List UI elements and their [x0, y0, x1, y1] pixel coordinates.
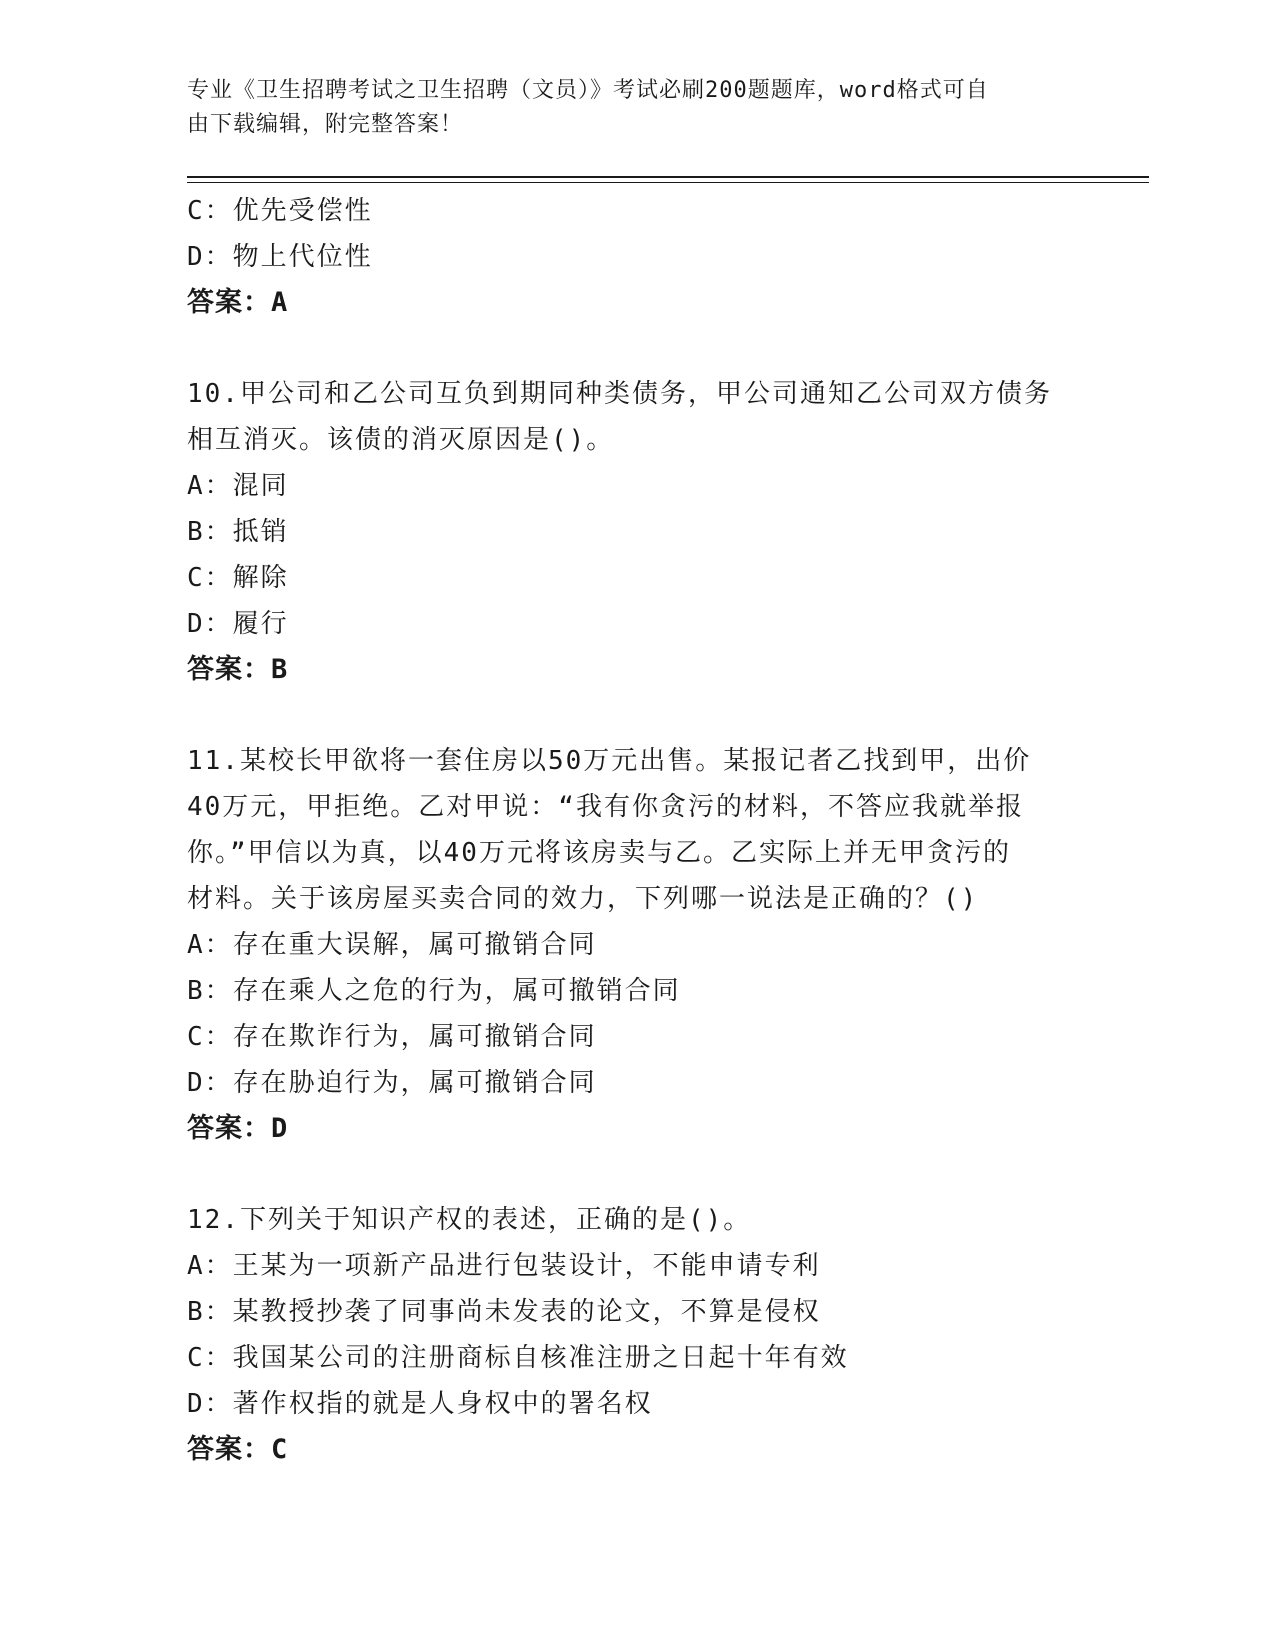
option-c: C：解除	[187, 563, 289, 593]
option-d: D：存在胁迫行为，属可撤销合同	[187, 1068, 597, 1098]
question-stem-line: 40万元，甲拒绝。乙对甲说：“我有你贪污的材料，不答应我就举报	[187, 792, 1024, 822]
option-c: C：我国某公司的注册商标自核准注册之日起十年有效	[187, 1343, 849, 1373]
option-b: B：某教授抄袭了同事尚未发表的论文，不算是侵权	[187, 1297, 821, 1327]
question-stem-line: 相互消灭。该债的消灭原因是()。	[187, 425, 615, 455]
option-b: B：抵销	[187, 517, 289, 547]
question-fragment	[187, 188, 1087, 326]
spacer	[187, 326, 1087, 371]
question-stem-line: 10.甲公司和乙公司互负到期同种类债务，甲公司通知乙公司双方债务	[187, 379, 1052, 409]
option-b: B：存在乘人之危的行为，属可撤销合同	[187, 976, 681, 1006]
option-c: C：存在欺诈行为，属可撤销合同	[187, 1022, 597, 1052]
option-d: D：物上代位性	[187, 242, 373, 272]
option-d: D：著作权指的就是人身权中的署名权	[187, 1389, 653, 1419]
question-stem-line: 11.某校长甲欲将一套住房以50万元出售。某报记者乙找到甲，出价	[187, 746, 1032, 776]
question-content	[187, 188, 1087, 1473]
document-header	[187, 74, 1067, 142]
question-10	[187, 371, 1087, 693]
answer-line: 答案：A	[187, 287, 289, 318]
header-line-1: 专业《卫生招聘考试之卫生招聘（文员）》考试必刷200题题库，word格式可自	[187, 78, 989, 103]
question-11	[187, 738, 1087, 1152]
spacer	[187, 693, 1087, 738]
header-rule-thick	[187, 176, 1149, 178]
answer-line: 答案：B	[187, 654, 289, 685]
header-line-2: 由下载编辑，附完整答案！	[187, 112, 464, 137]
option-a: A：存在重大误解，属可撤销合同	[187, 930, 597, 960]
spacer	[187, 1152, 1087, 1197]
question-stem-line: 你。”甲信以为真，以40万元将该房卖与乙。乙实际上并无甲贪污的	[187, 838, 1011, 868]
question-stem-line: 12.下列关于知识产权的表述，正确的是()。	[187, 1205, 752, 1235]
question-12	[187, 1197, 1087, 1473]
answer-line: 答案：D	[187, 1113, 289, 1144]
header-rule-thin	[187, 182, 1149, 183]
option-a: A：混同	[187, 471, 289, 501]
question-stem-line: 材料。关于该房屋买卖合同的效力，下列哪一说法是正确的？()	[187, 884, 979, 914]
option-c: C：优先受偿性	[187, 196, 373, 226]
option-d: D：履行	[187, 609, 289, 639]
option-a: A：王某为一项新产品进行包装设计，不能申请专利	[187, 1251, 821, 1281]
answer-line: 答案：C	[187, 1434, 289, 1465]
